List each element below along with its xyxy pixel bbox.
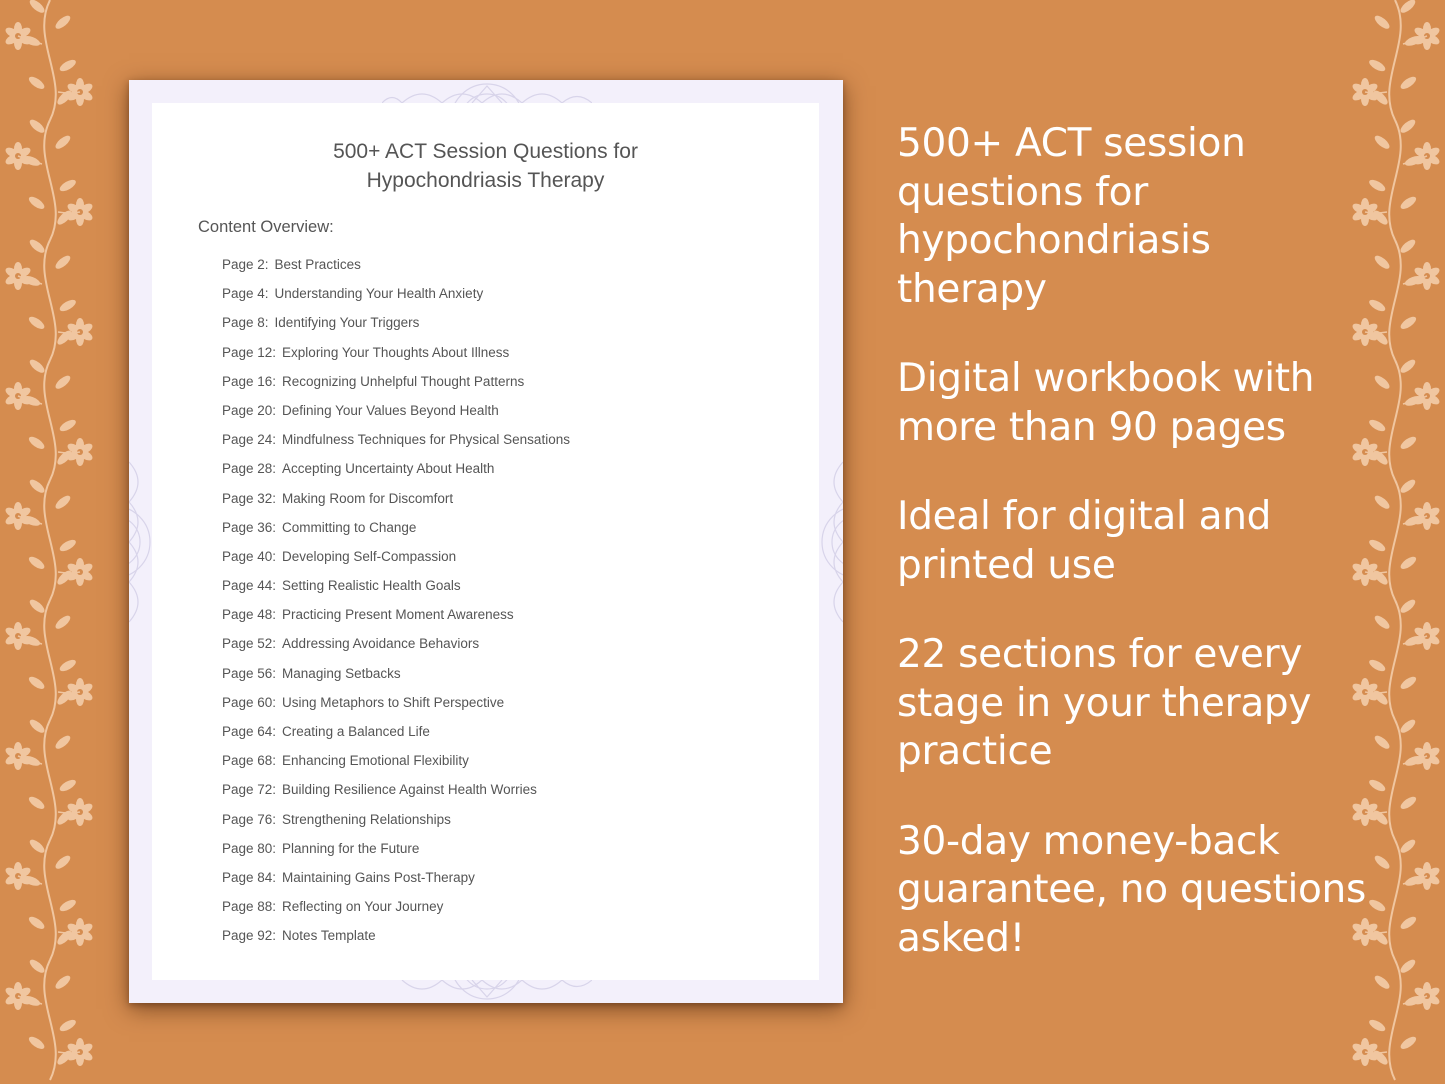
document-page: [152, 103, 819, 980]
toc-item: [222, 402, 570, 431]
toc-section-title: Setting Realistic Health Goals: [282, 578, 461, 594]
document-title: [152, 137, 819, 195]
toc-item: [222, 490, 570, 519]
toc-item: [222, 344, 570, 373]
feature-item: Ideal for digital and printed use: [897, 494, 1272, 588]
document-title-line2: Hypochondriasis Therapy: [366, 169, 605, 192]
mandala-top-icon: [382, 80, 592, 103]
toc-page-number: Page 24:: [222, 432, 277, 448]
toc-item: [222, 256, 570, 285]
toc-page-number: Page 20:: [222, 402, 277, 418]
toc-item: [222, 898, 570, 927]
toc-section-title: Using Metaphors to Shift Perspective: [282, 694, 505, 710]
mandala-bottom-icon: [382, 980, 592, 1003]
toc-item: [222, 460, 570, 489]
toc-section-title: Addressing Avoidance Behaviors: [282, 636, 480, 652]
toc-section-title: Practicing Present Moment Awareness: [282, 607, 514, 623]
toc-item: [222, 548, 570, 577]
toc-section-title: Understanding Your Health Anxiety: [274, 286, 484, 302]
toc-item: [222, 840, 570, 869]
toc-item: [222, 811, 570, 840]
toc-page-number: Page 36:: [222, 519, 277, 535]
toc-section-title: Recognizing Unhelpful Thought Patterns: [282, 373, 525, 389]
toc-page-number: Page 52:: [222, 636, 277, 652]
toc-section-title: Accepting Uncertainty About Health: [282, 461, 495, 477]
toc-page-number: Page 76:: [222, 811, 277, 827]
toc-page-number: Page 2:: [222, 257, 269, 272]
document-preview: [129, 80, 843, 1003]
toc-section-title: Committing to Change: [282, 519, 417, 535]
toc-item: [222, 781, 570, 810]
document-title-line1: 500+ ACT Session Questions for: [333, 140, 638, 163]
toc-page-number: Page 4:: [222, 286, 269, 302]
toc-section-title: Best Practices: [274, 257, 361, 272]
toc-section-title: Identifying Your Triggers: [274, 315, 420, 331]
toc-item: [222, 723, 570, 752]
toc-item: [222, 373, 570, 402]
toc-page-number: Page 12:: [222, 344, 277, 360]
toc-page-number: Page 48:: [222, 607, 277, 623]
toc-section-title: Maintaining Gains Post-Therapy: [282, 869, 475, 885]
content-overview-label: Content Overview:: [198, 218, 334, 236]
toc-section-title: Making Room for Discomfort: [282, 490, 454, 506]
toc-item: [222, 694, 570, 723]
toc-page-number: Page 8:: [222, 315, 269, 331]
toc-page-number: Page 56:: [222, 665, 277, 681]
toc-item: [222, 285, 570, 314]
toc-page-number: Page 88:: [222, 899, 277, 915]
toc-section-title: Strengthening Relationships: [282, 811, 451, 827]
toc-page-number: Page 72:: [222, 782, 277, 798]
toc-item: [222, 752, 570, 781]
toc-page-number: Page 32:: [222, 490, 277, 506]
toc-section-title: Planning for the Future: [282, 840, 420, 856]
toc-page-number: Page 60:: [222, 694, 277, 710]
toc-section-title: Creating a Balanced Life: [282, 724, 430, 739]
toc-item: [222, 665, 570, 694]
toc-page-number: Page 92:: [222, 928, 277, 944]
mandala-left-icon: [129, 452, 152, 632]
toc-item: [222, 577, 570, 606]
feature-list: [897, 120, 1367, 1004]
toc-item: [222, 519, 570, 548]
toc-page-number: Page 16:: [222, 373, 277, 389]
toc-page-number: Page 28:: [222, 461, 277, 477]
toc-item: [222, 431, 570, 460]
toc-item: [222, 635, 570, 664]
toc-section-title: Building Resilience Against Health Worries: [282, 782, 537, 798]
feature-item: 500+ ACT session questions for hypochondriasis therapy: [897, 121, 1246, 312]
feature-item: 22 sections for every stage in your therapy practice: [897, 632, 1312, 774]
toc-section-title: Developing Self-Compassion: [282, 548, 457, 564]
toc-section-title: Mindfulness Techniques for Physical Sensations: [282, 432, 570, 448]
toc-section-title: Managing Setbacks: [282, 665, 401, 681]
toc-section-title: Reflecting on Your Journey: [282, 899, 444, 915]
feature-item: Digital workbook with more than 90 pages: [897, 356, 1315, 450]
table-of-contents: [222, 256, 570, 957]
toc-section-title: Enhancing Emotional Flexibility: [282, 753, 469, 769]
toc-section-title: Notes Template: [282, 928, 376, 944]
toc-page-number: Page 40:: [222, 548, 277, 564]
toc-item: [222, 869, 570, 898]
toc-item: [222, 606, 570, 635]
mandala-right-icon: [820, 452, 843, 632]
floral-vine-left-icon: [0, 0, 100, 1084]
toc-item: [222, 314, 570, 343]
toc-item: [222, 927, 570, 956]
toc-page-number: Page 44:: [222, 578, 277, 594]
toc-page-number: Page 80:: [222, 840, 277, 856]
toc-page-number: Page 68:: [222, 753, 277, 769]
feature-item: 30-day money-back guarantee, no questions asked!: [897, 818, 1366, 961]
toc-page-number: Page 64:: [222, 724, 277, 739]
toc-page-number: Page 84:: [222, 869, 277, 885]
toc-section-title: Exploring Your Thoughts About Illness: [282, 344, 510, 360]
toc-section-title: Defining Your Values Beyond Health: [282, 402, 499, 418]
